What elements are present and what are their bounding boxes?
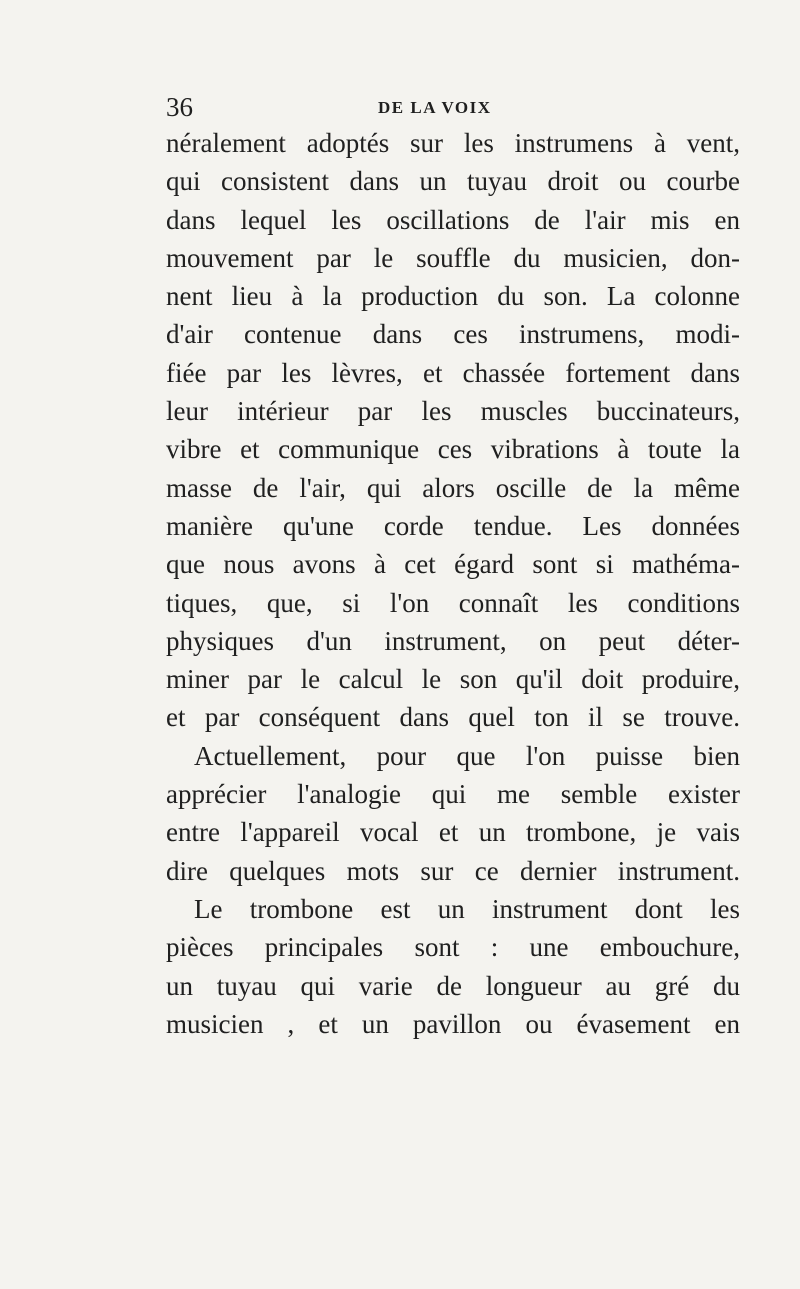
paragraph-start-line: Le trombone est un instrument dont les — [194, 893, 740, 924]
text-line: que nous avons à cet égard sont si mathéma- — [166, 549, 740, 580]
paragraph-start-line: Actuellement, pour que l'on puisse bien — [194, 740, 740, 771]
text-line: dire quelques mots sur ce dernier instrument. — [166, 855, 740, 886]
text-line: musicien , et un pavillon ou évasement en — [166, 1008, 740, 1039]
text-line: miner par le calcul le son qu'il doit produire, — [166, 664, 740, 695]
running-head: DE LA VOIX — [378, 98, 492, 117]
text-line: néralement adoptés sur les instrumens à vent, — [166, 128, 740, 158]
text-line: tiques, que, si l'on connaît les conditions — [166, 587, 740, 618]
text-line: d'air contenue dans ces instrumens, modi- — [166, 319, 740, 350]
text-line: mouvement par le souffle du musicien, don- — [166, 242, 740, 273]
text-line: physiques d'un instrument, on peut déter- — [166, 625, 740, 656]
text-line: leur intérieur par les muscles buccinateurs, — [166, 396, 740, 427]
text-line: et par conséquent dans quel ton il se trouve. — [166, 702, 740, 733]
body-text — [166, 124, 740, 1043]
page-header — [166, 92, 736, 122]
text-line: vibre et communique ces vibrations à toute la — [166, 434, 740, 465]
text-line: manière qu'une corde tendue. Les données — [166, 510, 740, 541]
text-line: nent lieu à la production du son. La colonne — [166, 281, 740, 312]
page-number: 36 — [166, 92, 193, 122]
text-line: un tuyau qui varie de longueur au gré du — [166, 970, 740, 1001]
text-line: qui consistent dans un tuyau droit ou courbe — [166, 166, 740, 197]
text-line: masse de l'air, qui alors oscille de la même — [166, 472, 740, 503]
text-line: apprécier l'analogie qui me semble exister — [166, 779, 740, 810]
text-line: pièces principales sont : une embouchure, — [166, 932, 740, 963]
text-line: entre l'appareil vocal et un trombone, je vais — [166, 817, 740, 848]
text-line: fiée par les lèvres, et chassée fortement dans — [166, 357, 740, 388]
text-line: dans lequel les oscillations de l'air mis en — [166, 204, 740, 235]
